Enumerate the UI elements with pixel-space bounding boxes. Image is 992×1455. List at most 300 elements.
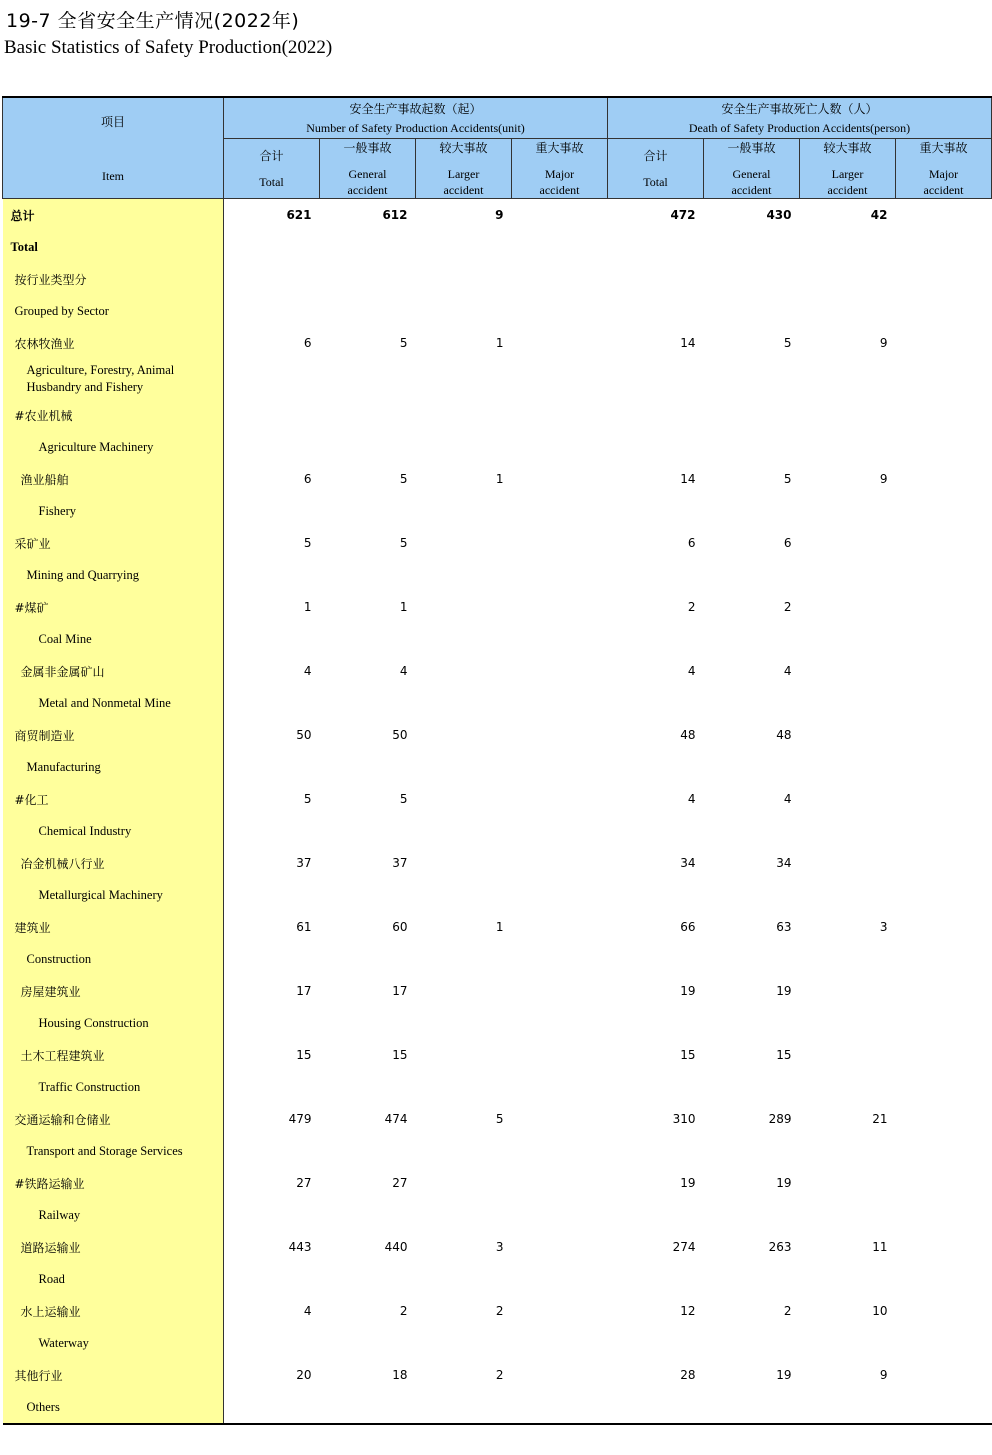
deaths-group-header (608, 97, 992, 139)
value-cell: 1 (399, 600, 408, 614)
table-row (3, 263, 992, 295)
value-cell (512, 1167, 608, 1199)
value-cell (704, 431, 800, 463)
value-cell (896, 327, 992, 359)
row-label: #铁路运输业 (3, 1167, 224, 1199)
value-cell (224, 359, 320, 399)
table-row (3, 943, 992, 975)
value-cell (224, 1135, 320, 1167)
value-cell: 3 (495, 1240, 504, 1254)
value-cell (800, 815, 896, 847)
value-cell: 621 (286, 208, 312, 222)
value-cell (800, 263, 896, 295)
row-label: 水上运输业 (3, 1295, 224, 1327)
value-cell (416, 1071, 512, 1103)
value-cell: 27 (296, 1176, 312, 1190)
sub-header-total: 合计 Total (608, 139, 704, 199)
sub-header-major: 重大事故 Major accident (896, 139, 992, 199)
value-cell (896, 943, 992, 975)
value-cell (512, 559, 608, 591)
table-row (3, 1295, 992, 1327)
table-row (3, 879, 992, 911)
table-row (3, 1103, 992, 1135)
accidents-group-en: Number of Safety Production Accidents(unit) (306, 121, 525, 135)
item-header-en: Item (102, 168, 124, 183)
value-cell: 60 (392, 920, 408, 934)
value-cell: 37 (296, 856, 312, 870)
table-row (3, 399, 992, 431)
value-cell: 15 (680, 1048, 696, 1062)
value-cell (320, 751, 416, 783)
value-cell (896, 431, 992, 463)
value-cell: 2 (399, 1304, 408, 1318)
table-row (3, 1359, 992, 1391)
row-label: 采矿业 (3, 527, 224, 559)
value-cell (416, 847, 512, 879)
value-cell (512, 495, 608, 527)
row-label: 房屋建筑业 (3, 975, 224, 1007)
value-cell: 61 (296, 920, 312, 934)
table-row (3, 527, 992, 559)
value-cell (896, 783, 992, 815)
value-cell (896, 263, 992, 295)
value-cell (896, 911, 992, 943)
value-cell (800, 879, 896, 911)
value-cell (320, 263, 416, 295)
value-cell (416, 359, 512, 399)
value-cell (512, 1135, 608, 1167)
row-label: 总计 (3, 199, 224, 232)
value-cell: 18 (392, 1368, 408, 1382)
value-cell (224, 1199, 320, 1231)
value-cell (896, 527, 992, 559)
value-cell: 3 (879, 920, 888, 934)
table-row (3, 295, 992, 327)
value-cell (320, 1327, 416, 1359)
value-cell (608, 751, 704, 783)
row-label: Grouped by Sector (3, 295, 224, 327)
value-cell: 1 (495, 920, 504, 934)
value-cell (512, 1007, 608, 1039)
value-cell (896, 591, 992, 623)
table-row (3, 1135, 992, 1167)
table-row (3, 1039, 992, 1071)
table-row (3, 359, 992, 399)
value-cell: 274 (672, 1240, 696, 1254)
sub-header-larger: 较大事故 Larger accident (416, 139, 512, 199)
value-cell (224, 623, 320, 655)
item-header (3, 97, 224, 199)
value-cell: 34 (776, 856, 792, 870)
row-label: 其他行业 (3, 1359, 224, 1391)
table-row (3, 1199, 992, 1231)
value-cell (704, 559, 800, 591)
value-cell (704, 1135, 800, 1167)
value-cell (800, 1135, 896, 1167)
page-title-en: Basic Statistics of Safety Production(2022) (4, 37, 333, 58)
value-cell (512, 231, 608, 263)
value-cell: 440 (384, 1240, 408, 1254)
value-cell (512, 1359, 608, 1391)
value-cell (800, 495, 896, 527)
value-cell (896, 655, 992, 687)
value-cell (800, 719, 896, 751)
value-cell (416, 1167, 512, 1199)
value-cell (224, 1327, 320, 1359)
value-cell: 15 (392, 1048, 408, 1062)
row-label: Agriculture Machinery (3, 431, 224, 463)
value-cell (320, 399, 416, 431)
value-cell (224, 1391, 320, 1424)
row-label: Others (3, 1391, 224, 1424)
row-label: 建筑业 (3, 911, 224, 943)
value-cell (512, 431, 608, 463)
value-cell: 2 (495, 1304, 504, 1318)
value-cell: 430 (766, 208, 792, 222)
table-row (3, 1071, 992, 1103)
table-row (3, 431, 992, 463)
value-cell (800, 1391, 896, 1424)
value-cell (512, 359, 608, 399)
value-cell (416, 751, 512, 783)
value-cell: 289 (768, 1112, 792, 1126)
value-cell (704, 399, 800, 431)
value-cell (416, 1391, 512, 1424)
row-label: Housing Construction (3, 1007, 224, 1039)
value-cell (800, 1199, 896, 1231)
value-cell (608, 879, 704, 911)
value-cell (608, 623, 704, 655)
value-cell: 21 (872, 1112, 888, 1126)
value-cell: 27 (392, 1176, 408, 1190)
value-cell (416, 719, 512, 751)
row-label: #煤矿 (3, 591, 224, 623)
value-cell (416, 1199, 512, 1231)
value-cell: 6 (783, 536, 792, 550)
value-cell (608, 559, 704, 591)
value-cell (896, 463, 992, 495)
value-cell (416, 1135, 512, 1167)
row-label: 土木工程建筑业 (3, 1039, 224, 1071)
value-cell: 9 (879, 472, 888, 486)
value-cell: 6 (303, 336, 312, 350)
value-cell (224, 495, 320, 527)
value-cell (896, 975, 992, 1007)
value-cell (896, 231, 992, 263)
value-cell (512, 975, 608, 1007)
value-cell: 17 (392, 984, 408, 998)
row-label: 按行业类型分 (3, 263, 224, 295)
value-cell (320, 943, 416, 975)
value-cell (320, 1391, 416, 1424)
sub-header-larger: 较大事故 Larger accident (800, 139, 896, 199)
accidents-group-cn: 安全生产事故起数（起） (349, 102, 482, 116)
value-cell (416, 263, 512, 295)
value-cell (224, 1263, 320, 1295)
value-cell (416, 591, 512, 623)
value-cell (704, 1263, 800, 1295)
value-cell (704, 1327, 800, 1359)
table-row (3, 623, 992, 655)
value-cell (416, 495, 512, 527)
value-cell (800, 655, 896, 687)
row-label: Traffic Construction (3, 1071, 224, 1103)
row-label: 交通运输和仓储业 (3, 1103, 224, 1135)
value-cell (320, 559, 416, 591)
row-label: Mining and Quarrying (3, 559, 224, 591)
table-row (3, 1167, 992, 1199)
value-cell (224, 231, 320, 263)
value-cell (224, 943, 320, 975)
value-cell: 4 (399, 664, 408, 678)
row-label: Coal Mine (3, 623, 224, 655)
value-cell (320, 687, 416, 719)
value-cell (896, 295, 992, 327)
value-cell (800, 295, 896, 327)
value-cell: 42 (870, 208, 888, 222)
value-cell (512, 1071, 608, 1103)
value-cell (416, 943, 512, 975)
value-cell: 15 (776, 1048, 792, 1062)
value-cell: 19 (776, 984, 792, 998)
table-row (3, 719, 992, 751)
value-cell: 50 (392, 728, 408, 742)
value-cell (320, 231, 416, 263)
value-cell (800, 431, 896, 463)
value-cell (224, 295, 320, 327)
row-label: Railway (3, 1199, 224, 1231)
row-label: Manufacturing (3, 751, 224, 783)
value-cell (896, 1263, 992, 1295)
value-cell (896, 1007, 992, 1039)
row-label: 商贸制造业 (3, 719, 224, 751)
value-cell (512, 263, 608, 295)
value-cell (416, 879, 512, 911)
value-cell: 4 (687, 792, 696, 806)
item-header-cn: 项目 (100, 114, 125, 129)
value-cell: 9 (879, 1368, 888, 1382)
table-row (3, 231, 992, 263)
row-label: Fishery (3, 495, 224, 527)
value-cell: 2 (495, 1368, 504, 1382)
value-cell: 4 (303, 1304, 312, 1318)
value-cell (416, 687, 512, 719)
value-cell (800, 847, 896, 879)
value-cell (704, 1007, 800, 1039)
value-cell (896, 1071, 992, 1103)
value-cell (608, 1007, 704, 1039)
value-cell (512, 1327, 608, 1359)
value-cell (800, 399, 896, 431)
value-cell (224, 1071, 320, 1103)
value-cell (416, 815, 512, 847)
value-cell (896, 1199, 992, 1231)
value-cell (608, 295, 704, 327)
value-cell: 5 (303, 536, 312, 550)
table-row (3, 751, 992, 783)
table-row (3, 1007, 992, 1039)
table-row (3, 815, 992, 847)
row-label: Road (3, 1263, 224, 1295)
value-cell: 6 (303, 472, 312, 486)
value-cell: 4 (687, 664, 696, 678)
table-row (3, 463, 992, 495)
value-cell (416, 623, 512, 655)
row-label: Construction (3, 943, 224, 975)
value-cell (512, 943, 608, 975)
value-cell: 34 (680, 856, 696, 870)
value-cell: 9 (879, 336, 888, 350)
value-cell (800, 975, 896, 1007)
value-cell: 9 (495, 208, 504, 222)
value-cell (320, 295, 416, 327)
value-cell: 479 (288, 1112, 312, 1126)
value-cell: 15 (296, 1048, 312, 1062)
value-cell (896, 623, 992, 655)
value-cell (512, 1199, 608, 1231)
value-cell (800, 359, 896, 399)
value-cell: 19 (680, 984, 696, 998)
value-cell (896, 1359, 992, 1391)
value-cell: 5 (399, 472, 408, 486)
value-cell (224, 1007, 320, 1039)
value-cell (224, 751, 320, 783)
value-cell (320, 815, 416, 847)
value-cell: 5 (783, 472, 792, 486)
value-cell: 4 (783, 664, 792, 678)
value-cell (416, 559, 512, 591)
value-cell: 19 (680, 1176, 696, 1190)
value-cell (512, 783, 608, 815)
value-cell (512, 655, 608, 687)
value-cell: 1 (303, 600, 312, 614)
table-row (3, 199, 992, 232)
value-cell (512, 1295, 608, 1327)
value-cell (224, 879, 320, 911)
value-cell (320, 623, 416, 655)
value-cell (512, 719, 608, 751)
value-cell (512, 1263, 608, 1295)
value-cell (512, 295, 608, 327)
table-header (3, 97, 992, 199)
value-cell (896, 199, 992, 232)
value-cell (704, 1199, 800, 1231)
value-cell (800, 231, 896, 263)
value-cell (800, 591, 896, 623)
value-cell (704, 623, 800, 655)
value-cell: 17 (296, 984, 312, 998)
value-cell (320, 359, 416, 399)
value-cell: 14 (680, 472, 696, 486)
row-label: #农业机械 (3, 399, 224, 431)
value-cell (704, 943, 800, 975)
value-cell: 5 (399, 536, 408, 550)
value-cell (608, 399, 704, 431)
value-cell: 2 (783, 600, 792, 614)
value-cell (800, 943, 896, 975)
accidents-group-header (224, 97, 608, 139)
value-cell (896, 719, 992, 751)
value-cell: 443 (288, 1240, 312, 1254)
sub-header-general: 一般事故 General accident (320, 139, 416, 199)
table-row (3, 655, 992, 687)
value-cell (800, 1327, 896, 1359)
value-cell (512, 1103, 608, 1135)
value-cell (896, 495, 992, 527)
value-cell (320, 1135, 416, 1167)
row-label: 金属非金属矿山 (3, 655, 224, 687)
value-cell (608, 1135, 704, 1167)
value-cell (800, 751, 896, 783)
value-cell (512, 463, 608, 495)
value-cell (512, 879, 608, 911)
table-row (3, 687, 992, 719)
value-cell (320, 1071, 416, 1103)
row-label: Total (3, 231, 224, 263)
value-cell (512, 591, 608, 623)
value-cell: 612 (382, 208, 408, 222)
value-cell (608, 359, 704, 399)
deaths-group-cn: 安全生产事故死亡人数（人） (721, 102, 878, 116)
value-cell (512, 327, 608, 359)
value-cell: 48 (776, 728, 792, 742)
table-row (3, 1231, 992, 1263)
value-cell (512, 623, 608, 655)
table-row (3, 1327, 992, 1359)
value-cell (416, 231, 512, 263)
value-cell (608, 1391, 704, 1424)
sub-header-major: 重大事故 Major accident (512, 139, 608, 199)
value-cell: 20 (296, 1368, 312, 1382)
value-cell (320, 431, 416, 463)
value-cell (704, 263, 800, 295)
row-label: 道路运输业 (3, 1231, 224, 1263)
value-cell: 10 (872, 1304, 888, 1318)
value-cell (704, 815, 800, 847)
value-cell (608, 495, 704, 527)
value-cell (896, 1039, 992, 1071)
value-cell (416, 783, 512, 815)
value-cell: 50 (296, 728, 312, 742)
value-cell (896, 1295, 992, 1327)
value-cell (704, 879, 800, 911)
value-cell: 2 (687, 600, 696, 614)
value-cell (896, 815, 992, 847)
value-cell (704, 359, 800, 399)
value-cell (896, 847, 992, 879)
row-label: Waterway (3, 1327, 224, 1359)
table-row (3, 327, 992, 359)
sub-header-total: 合计 Total (224, 139, 320, 199)
value-cell (800, 1263, 896, 1295)
value-cell (512, 527, 608, 559)
value-cell (320, 1263, 416, 1295)
value-cell: 474 (384, 1112, 408, 1126)
value-cell (512, 847, 608, 879)
value-cell (704, 231, 800, 263)
value-cell (416, 295, 512, 327)
row-label: #化工 (3, 783, 224, 815)
value-cell (608, 431, 704, 463)
value-cell (512, 1391, 608, 1424)
value-cell (896, 1103, 992, 1135)
value-cell (512, 399, 608, 431)
value-cell: 28 (680, 1368, 696, 1382)
value-cell (704, 751, 800, 783)
value-cell: 5 (399, 336, 408, 350)
value-cell: 1 (495, 336, 504, 350)
row-label: 渔业船舶 (3, 463, 224, 495)
